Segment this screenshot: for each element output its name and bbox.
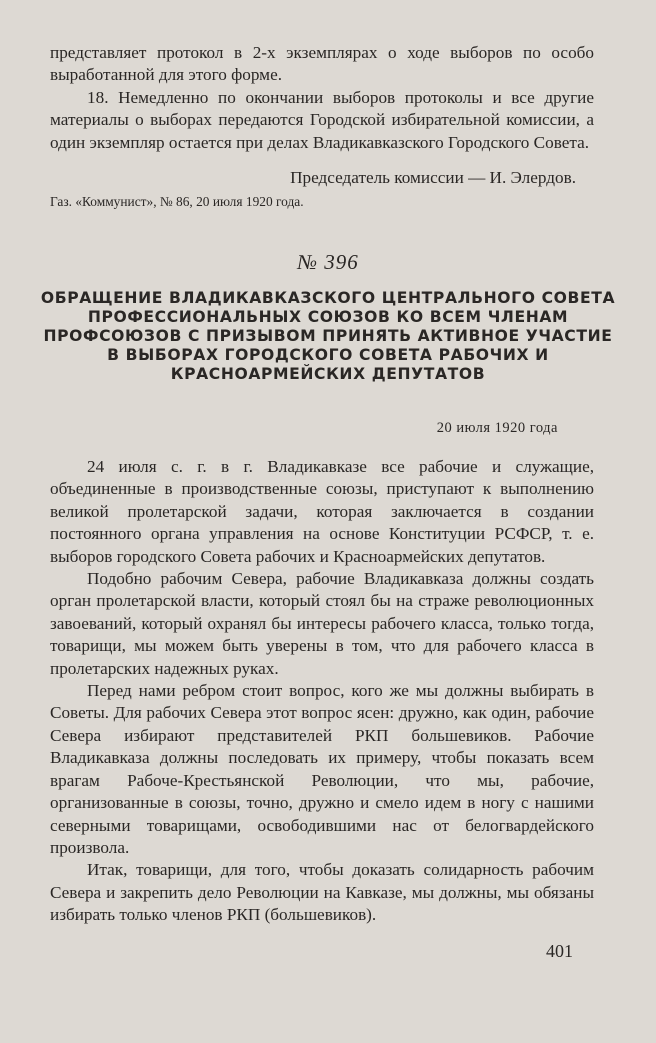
document-number: № 396 (297, 250, 359, 274)
body-paragraph-2: Подобно рабочим Севера, рабочие Владикавказа должны создать орган пролетарской власти, который стоял бы на страже революционных завоеваний, который охранял бы интересы рабочего класса, только тогда, товарищи, мы можем быть уверены в том, что для рабочего класса в пролетарских надежных руках. (50, 569, 594, 678)
body-paragraph-3: Перед нами ребром стоит вопрос, кого же мы должны выбирать в Советы. Для рабочих Севера этот вопрос ясен: дружно, как один, рабочие Севера избирают представителей РКП большевиков. Рабочие Владикавказа должны последовать их примеру, чтобы показать всем врагам Рабоче-Крестьянской Революции, что мы, рабочие, организованные в союзы, точно, дружно и смело идем в ногу с нашими северными товарищами, освободившими нас от белогвардейского произвола. (50, 681, 594, 857)
body-paragraph-1: 24 июля с. г. в г. Владикавказе все рабочие и служащие, объединенные в производственные союзы, приступают к выполнению великой пролетарской задачи, которая заключается в создании постоянного органа управления на основе Конституции РСФСР, т. е. выборов городского Совета рабочих и Красноармейских депутатов. (50, 457, 594, 566)
document-body (50, 456, 594, 927)
continuation-text (50, 42, 594, 154)
continuation-paragraph: представляет протокол в 2-х экземплярах о ходе выборов по особо выработанной для этого форме. (50, 43, 594, 85)
source-citation: Газ. «Коммунист», № 86, 20 июля 1920 года. (50, 194, 304, 209)
paragraph-18: 18. Немедленно по окончании выборов протоколы и все другие материалы о выборах передаются Городской избирательной комиссии, а один экземпляр остается при делах Владикавказского Городского Совета. (50, 87, 594, 152)
body-paragraph-4: Итак, товарищи, для того, чтобы доказать солидарность рабочим Севера и закрепить дело Революции на Кавказе, мы должны, мы обязаны избирать только членов РКП (большевиков). (50, 860, 594, 925)
page-number: 401 (546, 941, 573, 961)
document-title: ОБРАЩЕНИЕ ВЛАДИКАВКАЗСКОГО ЦЕНТРАЛЬНОГО СОВЕТА ПРОФЕССИОНАЛЬНЫХ СОЮЗОВ КО ВСЕМ ЧЛЕНАМ ПРОФСОЮЗОВ С ПРИЗЫВОМ ПРИНЯТЬ АКТИВНОЕ УЧАСТИЕ В ВЫБОРАХ ГОРОДСКОГО СОВЕТА РАБОЧИХ И КРАСНОАРМЕЙСКИХ ДЕПУТАТОВ (40, 289, 616, 383)
document-date: 20 июля 1920 года (436, 420, 558, 436)
signature-line: Председатель комиссии — И. Элердов. (290, 168, 576, 187)
